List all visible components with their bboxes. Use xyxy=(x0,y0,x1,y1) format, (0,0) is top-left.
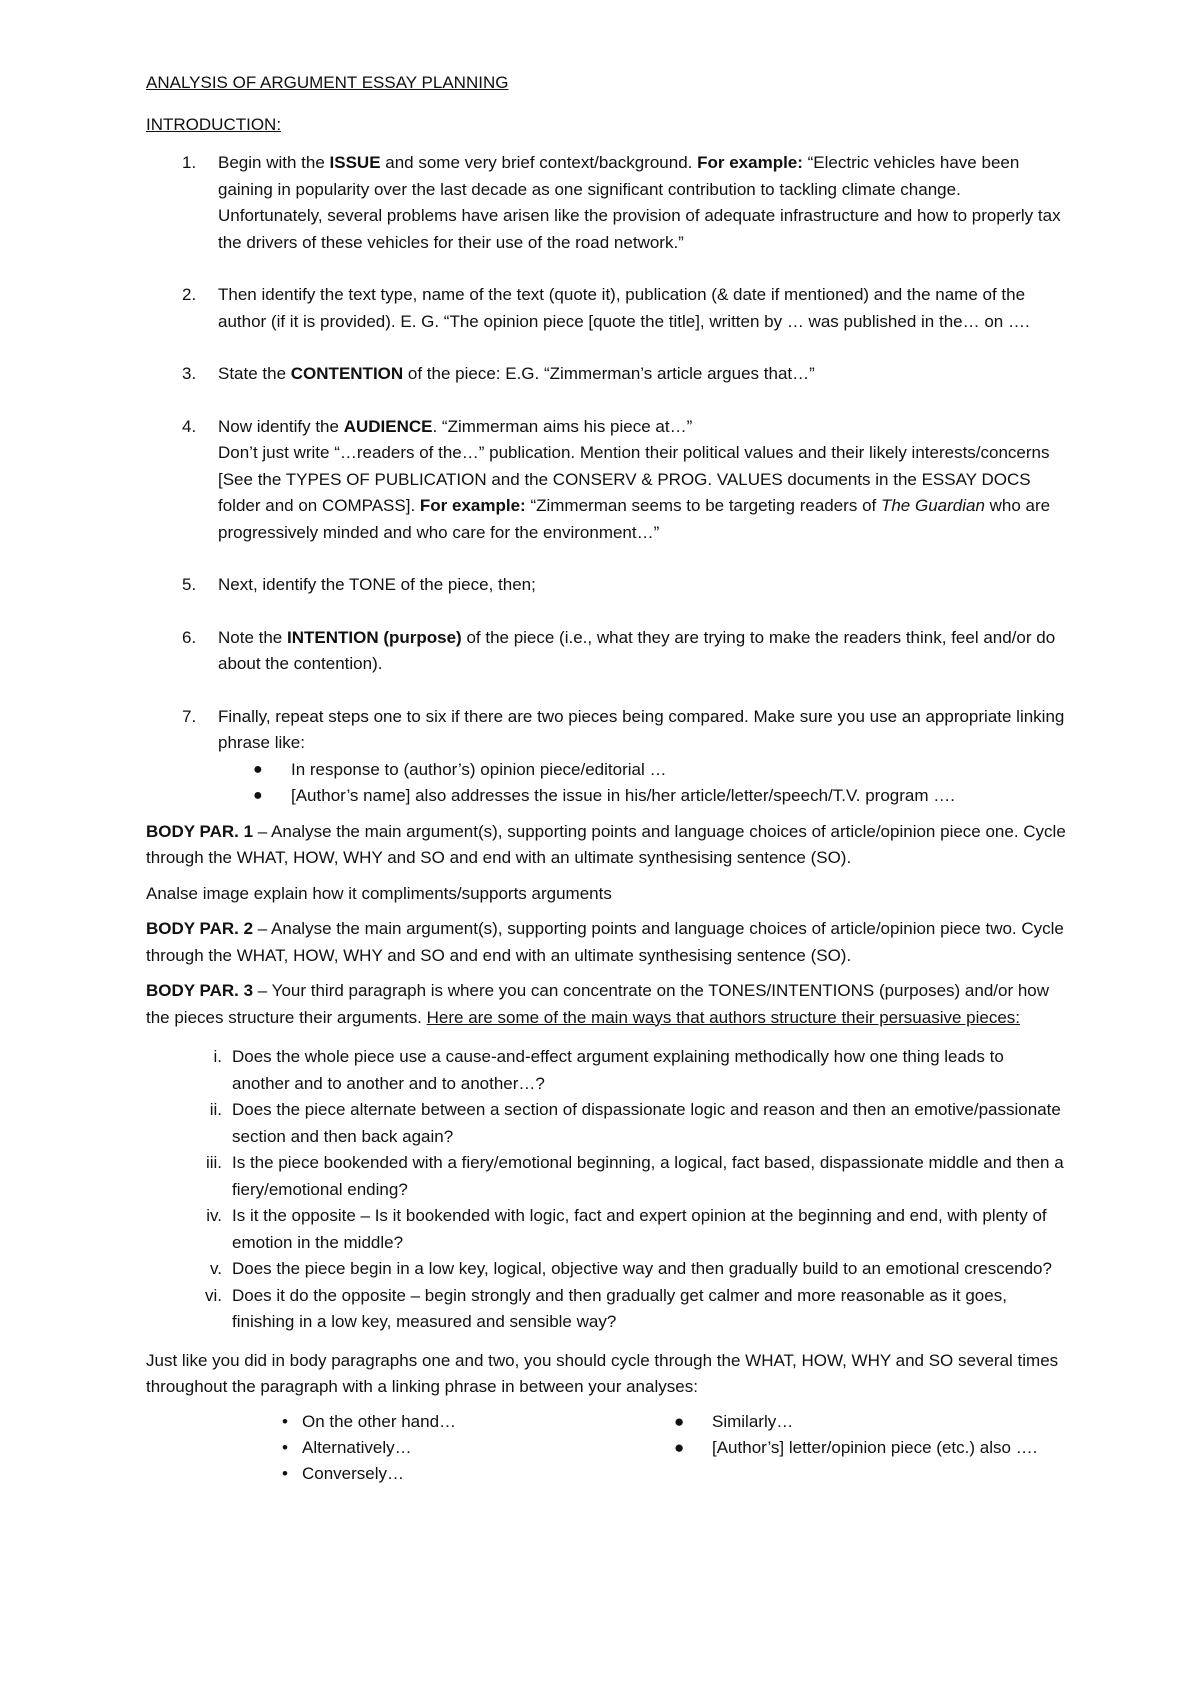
step-text: and some very brief context/background. xyxy=(380,153,698,172)
step-text: Next, identify the TONE of the piece, then; xyxy=(218,575,536,594)
step-text: . “Zimmerman aims his piece at…” xyxy=(432,416,693,436)
bullet-icon: ● xyxy=(253,787,263,804)
step-text: of the piece (i.e., what they are trying to make the readers think, feel and/or do about the contention). xyxy=(218,627,1056,673)
step-text: “Electric vehicles have been gaining in popularity over the last decade as one significant contribution to tackling climate change. Unfortunately, several problems have arisen like the provision of adequate infrastructure and how to properly tax the drivers of these vehicles for their use of the road network.” xyxy=(218,153,1061,252)
step-keyword: INTENTION (purpose) xyxy=(287,627,462,647)
linking-bullet xyxy=(146,757,1066,784)
closing-paragraph: Just like you did in body paragraphs one and two, you should cycle through the WHAT, HOW, WHY and SO several times throughout the paragraph with a linking phrase in between your analyses: xyxy=(146,1350,1059,1396)
linking-phrases-left xyxy=(282,1409,456,1487)
intro-step-6 xyxy=(146,625,1066,678)
step-number: 7. xyxy=(182,706,197,726)
structure-item xyxy=(146,1044,1066,1097)
step-text: who are progressively minded and who care for the environment…” xyxy=(218,496,1051,542)
phrase-item xyxy=(674,1435,1042,1461)
paragraph-text: – Analyse the main argument(s), supporting points and language choices of article/opinion piece two. Cycle through the WHAT, HOW, WHY and SO and end with an ultimate synthesising sentence (SO). xyxy=(146,919,1064,965)
bullet-icon: • xyxy=(282,1463,288,1483)
structure-item xyxy=(146,1256,1066,1283)
step-number: 1. xyxy=(182,153,197,172)
structure-item xyxy=(146,1097,1066,1150)
linking-bullet xyxy=(146,783,1066,810)
step-example-label: For example: xyxy=(697,153,803,172)
intro-step-7 xyxy=(146,704,1066,757)
body-paragraph-3 xyxy=(146,978,1066,1031)
phrase-text: On the other hand… xyxy=(302,1411,457,1431)
phrase-item xyxy=(282,1435,456,1461)
structure-text: Does it do the opposite – begin strongly and then gradually get calmer and more reasonable as it goes, finishing in a low key, measured and sensible way? xyxy=(232,1285,1007,1331)
structure-text: Is the piece bookended with a fiery/emotional beginning, a logical, fact based, dispassionate middle and then a fiery/emotional ending? xyxy=(232,1153,1064,1199)
phrase-text: [Author’s] letter/opinion piece (etc.) also …. xyxy=(712,1437,1038,1457)
document-title: ANALYSIS OF ARGUMENT ESSAY PLANNING xyxy=(146,73,509,92)
intro-step-3 xyxy=(146,361,1066,388)
step-text: State the xyxy=(218,364,291,383)
structure-item xyxy=(146,1283,1066,1336)
bullet-icon: ● xyxy=(674,1437,685,1457)
underlined-text: Here are some of the main ways that authors structure their persuasive pieces: xyxy=(426,1007,1021,1027)
step-text: Now identify the xyxy=(218,416,344,436)
step-text: Don’t just write “…readers of the…” publication. Mention their political values and their likely interests/concerns [See the TYPES OF PUBLICATION and the CONSERV & PROG. VALUES documents in the ESSAY DOCS folder and on COMPASS]. xyxy=(218,443,1050,515)
step-number: 2. xyxy=(182,285,197,304)
document-page xyxy=(146,70,1066,1489)
step-keyword: AUDIENCE xyxy=(343,416,433,436)
step-number: 4. xyxy=(182,416,197,436)
structure-item xyxy=(146,1203,1066,1256)
linking-phrases-right xyxy=(674,1409,1042,1461)
bullet-icon: • xyxy=(282,1411,288,1431)
phrase-item xyxy=(282,1461,456,1487)
phrase-text: Similarly… xyxy=(712,1411,794,1431)
step-number: 3. xyxy=(182,364,197,383)
step-number: 6. xyxy=(182,627,197,647)
structure-text: Is it the opposite – Is it bookended with logic, fact and expert opinion at the beginning and end, with plenty of emotion in the middle? xyxy=(232,1206,1047,1252)
body-paragraph-2 xyxy=(146,916,1066,969)
linking-phrases xyxy=(146,1409,1066,1489)
step-text: Finally, repeat steps one to six if there are two pieces being compared. Make sure you use an appropriate linking phrase like: xyxy=(218,706,1065,752)
introduction-heading: INTRODUCTION: xyxy=(146,114,282,134)
phrase-item xyxy=(674,1409,1042,1435)
intro-step-4 xyxy=(146,414,1066,547)
step-keyword: CONTENTION xyxy=(290,364,404,383)
step-text: Note the xyxy=(218,627,287,647)
step-text: of the piece: E.G. “Zimmerman’s article argues that…” xyxy=(403,364,815,383)
bullet-icon: ● xyxy=(253,760,263,778)
step-text: Begin with the xyxy=(218,153,330,172)
roman-numeral: i. xyxy=(213,1047,222,1066)
bullet-text: [Author’s name] also addresses the issue in his/her article/letter/speech/T.V. program …. xyxy=(291,786,955,805)
step-number: 5. xyxy=(182,575,197,594)
paragraph-text: – Analyse the main argument(s), supporting points and language choices of article/opinion piece one. Cycle through the WHAT, HOW, WHY and SO and end with an ultimate synthesising sentence (SO). xyxy=(146,821,1066,867)
publication-name: The Guardian xyxy=(880,496,985,515)
step-example-label: For example: xyxy=(419,496,526,515)
paragraph-label: BODY PAR. 2 xyxy=(146,919,254,938)
paragraph-label: BODY PAR. 1 xyxy=(146,821,254,841)
structure-item xyxy=(146,1150,1066,1203)
paragraph-label: BODY PAR. 3 xyxy=(146,981,254,1000)
image-note: Analse image explain how it compliments/supports arguments xyxy=(146,883,612,903)
roman-numeral: iv. xyxy=(206,1206,222,1225)
step-text: Then identify the text type, name of the text (quote it), publication (& date if mentioned) and the name of the author (if it is provided). E. G. “The opinion piece [quote the title], written by … was published in the… on …. xyxy=(218,285,1030,331)
intro-step-2 xyxy=(146,282,1066,335)
phrase-text: Conversely… xyxy=(302,1463,405,1483)
bullet-icon: • xyxy=(282,1437,288,1457)
step-keyword: ISSUE xyxy=(329,153,381,172)
phrase-item xyxy=(282,1409,456,1435)
step-text: “Zimmerman seems to be targeting readers of xyxy=(525,496,881,515)
roman-numeral: vi. xyxy=(205,1285,222,1305)
roman-numeral: ii. xyxy=(209,1100,222,1119)
intro-step-1 xyxy=(146,150,1066,256)
structure-text: Does the whole piece use a cause-and-effect argument explaining methodically how one thing leads to another and to another and to another…? xyxy=(232,1047,1004,1093)
bullet-text: In response to (author’s) opinion piece/editorial … xyxy=(291,759,667,779)
body-paragraph-1 xyxy=(146,819,1066,872)
roman-numeral: iii. xyxy=(205,1153,222,1172)
structure-text: Does the piece alternate between a section of dispassionate logic and reason and then an emotive/passionate section and then back again? xyxy=(232,1100,1061,1146)
roman-numeral: v. xyxy=(210,1259,222,1278)
phrase-text: Alternatively… xyxy=(302,1437,412,1457)
structure-text: Does the piece begin in a low key, logical, objective way and then gradually build to an emotional crescendo? xyxy=(232,1259,1052,1278)
intro-step-5 xyxy=(146,572,1066,599)
paragraph-text: – Your third paragraph is where you can concentrate on the TONES/INTENTIONS (purposes) and/or how the pieces structure their arguments. xyxy=(146,981,1050,1027)
bullet-icon: ● xyxy=(674,1411,685,1431)
